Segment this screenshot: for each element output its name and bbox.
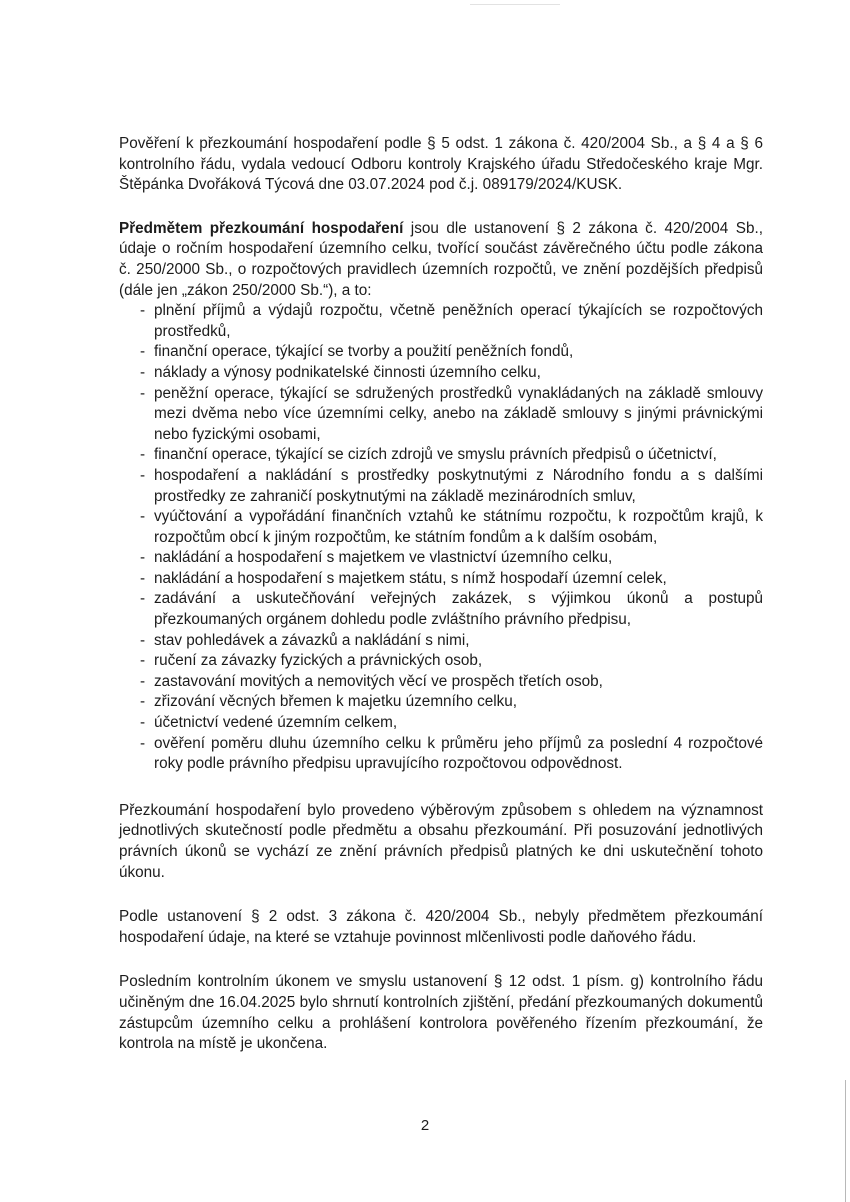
subject-list-item (140, 445, 763, 466)
list-bullet: - (140, 466, 146, 484)
subject-list-item (140, 548, 763, 569)
subject-list-item (140, 507, 763, 548)
subject-list-item-text: hospodaření a nakládání s prostředky poskytnutými z Národního fondu a s dalšími prostředky ze zahraničí poskytnutými na základě mezinárodních smluv, (154, 466, 763, 505)
list-bullet: - (140, 343, 146, 361)
subject-list-item-text: stav pohledávek a závazků a nakládání s nimi, (154, 631, 470, 649)
subject-items-list (119, 301, 763, 775)
subject-list-item-text: peněžní operace, týkající se sdružených prostředků vynakládaných na základě smlouvy mezi dvěma nebo více územními celky, anebo na základě smlouvy s jinými právnickými nebo fyzickými osobami, (154, 384, 763, 443)
document-body (119, 134, 763, 1055)
subject-list-item-text: vyúčtování a vypořádání finančních vztahů ke státnímu rozpočtu, k rozpočtům krajů, k rozpočtům obcí k jiným rozpočtům, ke státním fondům a k dalším osobám, (154, 508, 763, 546)
subject-lead-bold: Předmětem přezkoumání hospodaření (119, 219, 404, 237)
final-act-paragraph: Posledním kontrolním úkonem ve smyslu ustanovení § 12 odst. 1 písm. g) kontrolního řádu učiněným dne 16.04.2025 bylo shrnutí kontrolních zjištění, předání přezkoumaných dokumentů zástupcům územního celku a prohlášení kontrolora pověřeného řízením přezkoumání, že kontrola na místě je ukončena. (119, 973, 763, 1053)
subject-lead-text: jsou dle ustanovení § 2 zákona č. 420/2004 Sb., údaje o ročním hospodaření územního celku, tvořící součást závěrečného účtu podle zákona č. 250/2000 Sb., o rozpočtových pravidlech územních rozpočtů, ve znění pozdějších předpisů (dále jen „zákon 250/2000 Sb.“), a to: (119, 219, 763, 299)
subject-list-item (140, 651, 763, 672)
method-paragraph: Přezkoumání hospodaření bylo provedeno výběrovým způsobem s ohledem na významnost jednotlivých skutečností podle předmětu a obsahu přezkoumání. Při posuzování jednotlivých právních úkonů se vychází ze znění právních předpisů platných ke dni uskutečnění tohoto úkonu. (119, 801, 763, 881)
list-bullet: - (140, 590, 146, 608)
scan-artifact-top (470, 4, 560, 5)
subject-list-item (140, 734, 763, 775)
scan-artifact-edge (845, 1080, 846, 1202)
subject-list-item-text: nakládání a hospodaření s majetkem státu, s nímž hospodaří územní celek, (154, 569, 667, 587)
subject-list-item (140, 466, 763, 507)
subject-list-item (140, 384, 763, 446)
subject-list-item (140, 692, 763, 713)
subject-list-item (140, 363, 763, 384)
list-bullet: - (140, 549, 146, 567)
list-bullet: - (140, 714, 146, 732)
list-bullet: - (140, 363, 146, 381)
list-bullet: - (140, 631, 146, 649)
confidentiality-paragraph: Podle ustanovení § 2 odst. 3 zákona č. 420/2004 Sb., nebyly předmětem přezkoumání hospodaření údaje, na které se vztahuje povinnost mlčenlivosti podle daňového řádu. (119, 908, 763, 946)
subject-list-item (140, 589, 763, 630)
subject-list-item (140, 631, 763, 652)
subject-list-item-text: zřizování věcných břemen k majetku územního celku, (154, 693, 518, 711)
subject-list-item-text: účetnictví vedené územním celkem, (154, 714, 398, 732)
subject-list-item-text: finanční operace, týkající se cizích zdrojů ve smyslu právních předpisů o účetnictví, (154, 446, 717, 464)
list-bullet: - (140, 508, 146, 526)
list-bullet: - (140, 384, 146, 402)
page-number: 2 (420, 1117, 430, 1134)
subject-list-item-text: plnění příjmů a výdajů rozpočtu, včetně peněžních operací týkajících se rozpočtových prostředků, (154, 302, 763, 340)
list-bullet: - (140, 302, 146, 320)
subject-list-item (140, 713, 763, 734)
subject-list-item (140, 301, 763, 342)
list-bullet: - (140, 734, 146, 752)
list-bullet: - (140, 446, 146, 464)
authorization-paragraph: Pověření k přezkoumání hospodaření podle § 5 odst. 1 zákona č. 420/2004 Sb., a § 4 a § 6 kontrolního řádu, vydala vedoucí Odboru kontroly Krajského úřadu Středočeského kraje Mgr. Štěpánka Dvořáková Týcová dne 03.07.2024 pod č.j. 089179/2024/KUSK. (119, 135, 763, 194)
subject-list-item-text: nakládání a hospodaření s majetkem ve vlastnictví územního celku, (154, 549, 613, 567)
list-bullet: - (140, 569, 146, 587)
subject-list-item-text: ručení za závazky fyzických a právnických osob, (154, 652, 483, 670)
subject-list-item-text: zastavování movitých a nemovitých věcí ve prospěch třetích osob, (154, 672, 603, 690)
subject-list-item-text: ověření poměru dluhu územního celku k průměru jeho příjmů za poslední 4 rozpočtové roky podle právního předpisu upravujícího rozpočtovou odpovědnost. (154, 734, 763, 773)
list-bullet: - (140, 672, 146, 690)
subject-list-item-text: zadávání a uskutečňování veřejných zakázek, s výjimkou úkonů a postupů přezkoumaných orgánem dohledu podle zvláštního právního předpisu, (154, 590, 763, 629)
subject-list-item-text: náklady a výnosy podnikatelské činnosti územního celku, (154, 363, 541, 381)
subject-paragraph (119, 219, 763, 301)
subject-list-item (140, 569, 763, 590)
subject-list-item (140, 342, 763, 363)
subject-list-item-text: finanční operace, týkající se tvorby a použití peněžních fondů, (154, 343, 574, 361)
subject-list-item (140, 672, 763, 693)
list-bullet: - (140, 693, 146, 711)
list-bullet: - (140, 652, 146, 670)
